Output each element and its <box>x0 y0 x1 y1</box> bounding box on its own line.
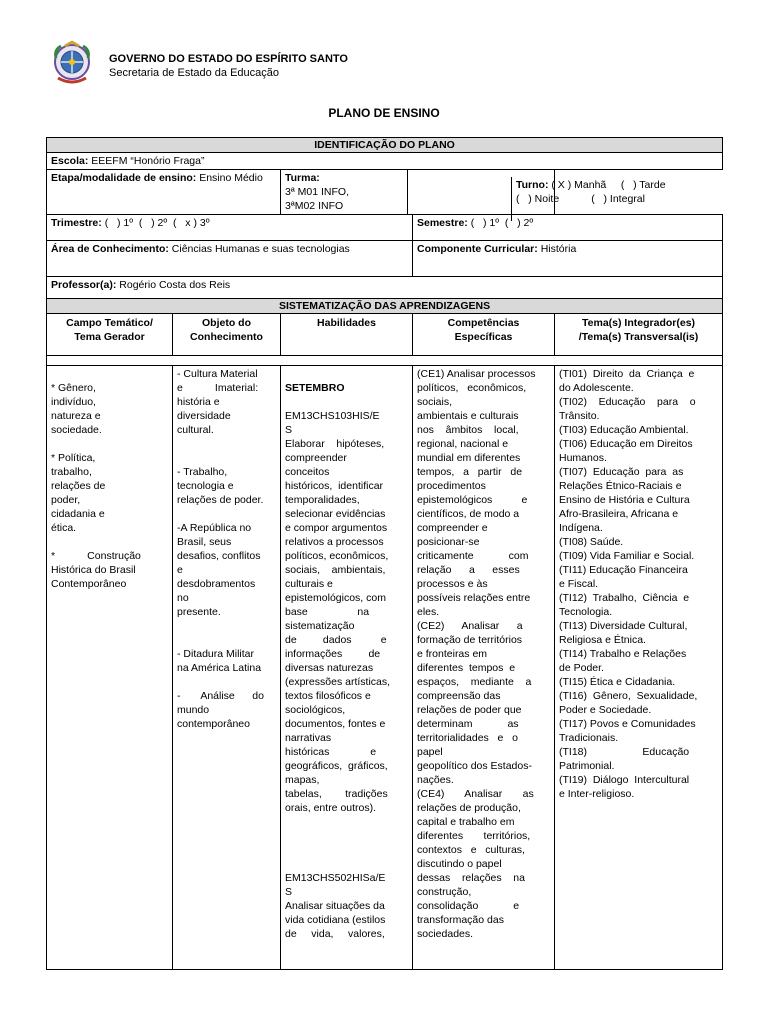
page-title: PLANO DE ENSINO <box>328 106 440 120</box>
habilidades-text: EM13CHS103HIS/E S Elaborar hipóteses, compreender conceitos históricos, identificar temporalidades, selecionar evidências e compor argumentos relativos a processos políticos, econômicos, sociais, ambientais, culturais e epistemológicos, com base na sistematização de dados e informações de diversas naturezas (expressões artísticas, textos filosóficos e sociológicos, documentos, fontes e narrativas históricas e geográficos, gráficos, mapas, tabelas, tradições orais, entre outros). EM13CHS502HISa/E S Analisar situações da vida cotidiana (estilos de vida, valores, <box>285 410 391 940</box>
column-header-objeto: Objeto do Conhecimento <box>173 314 281 356</box>
teacher-row <box>47 277 723 299</box>
semester-label: Semestre: <box>417 217 468 229</box>
habilidades-cell <box>281 366 413 970</box>
trimester-value: ( ) 1º ( ) 2º ( x ) 3º <box>104 217 210 229</box>
objeto-conhecimento-cell: - Cultura Material e Imaterial: história e diversidade cultural. - Trabalho, tecnologia e relações de poder. -A República no Brasil, seus desafios, conflitos e desdobramentos no presente. - Ditadura Militar na América Latina - Análise do mundo contemporâneo <box>173 366 281 970</box>
teacher-value: Rogério Costa dos Reis <box>119 279 231 291</box>
semester-value: ( ) 1º ( ) 2º <box>470 217 534 229</box>
school-value: EEEFM “Honório Fraga” <box>91 155 205 167</box>
stage-value: Ensino Médio <box>199 172 263 184</box>
government-name: GOVERNO DO ESTADO DO ESPÍRITO SANTO <box>109 53 348 65</box>
class-value-2: 3ªM02 INFO <box>285 200 344 212</box>
teacher-label: Professor(a): <box>51 279 117 291</box>
shift-cell <box>511 177 722 221</box>
stage-label: Etapa/modalidade de ensino: <box>51 172 197 184</box>
teaching-plan-table <box>46 137 723 970</box>
coat-of-arms-icon <box>52 40 92 88</box>
component-cell <box>413 241 723 277</box>
competencias-cell: (CE1) Analisar processos políticos, econômicos, sociais, ambientais e culturais nos âmbitos local, regional, nacional e mundial em diferentes tempos, a partir de procedimentos epistemológicos e científicos, de modo a compreender e posicionar-se criticamente com relação a esses processos e às possíveis relações entre eles. (CE2) Analisar a formação de territórios e fronteiras em diferentes tempos e espaços, mediante a compreensão das relações de poder que determinam as territorialidades e o papel geopolítico dos Estados- nações. (CE4) Analisar as relações de produção, capital e trabalho em diferentes territórios, contextos e culturas, discutindo o papel dessas relações na construção, consolidação e transformação das sociedades. <box>413 366 555 970</box>
class-value-1: 3ª M01 INFO, <box>285 186 349 198</box>
identification-section-title: IDENTIFICAÇÃO DO PLANO <box>47 138 723 153</box>
trimester-label: Trimestre: <box>51 217 102 229</box>
shift-label: Turno: <box>516 179 549 191</box>
campo-tematico-cell: * Gênero, indivíduo, natureza e sociedade. * Política, trabalho, relações de poder, cidadania e ética. * Construção Histórica do Brasil Contemporâneo <box>47 366 173 970</box>
component-label: Componente Curricular: <box>417 243 538 255</box>
area-cell <box>47 241 413 277</box>
secretariat-name: Secretaria de Estado da Educação <box>109 67 280 79</box>
area-label: Área de Conhecimento: <box>51 243 169 255</box>
class-label: Turma: <box>285 172 320 184</box>
trimester-cell <box>47 215 413 241</box>
school-label: Escola: <box>51 155 89 167</box>
habilidades-month: SETEMBRO <box>285 382 345 394</box>
column-header-competencias: Competências Específicas <box>413 314 555 356</box>
school-row <box>47 153 723 170</box>
class-cell <box>281 170 408 214</box>
column-header-campo: Campo Temático/ Tema Gerador <box>47 314 173 356</box>
shift-line-1: ( X ) Manhã ( ) Tarde <box>551 179 666 191</box>
stage-cell <box>47 170 281 215</box>
column-header-habilidades: Habilidades <box>281 314 413 356</box>
column-header-temas: Tema(s) Integrador(es) /Tema(s) Transversal(is) <box>555 314 723 356</box>
area-value: Ciências Humanas e suas tecnologias <box>171 243 350 255</box>
systematization-section-title: SISTEMATIZAÇÃO DAS APRENDIZAGENS <box>47 299 723 314</box>
shift-line-2: ( ) Noite ( ) Integral <box>516 193 645 205</box>
temas-cell: (TI01) Direito da Criança e do Adolescente. (TI02) Educação para o Trânsito. (TI03) Educação Ambiental. (TI06) Educação em Direitos Humanos. (TI07) Educação para as Relações Étnico-Raciais e Ensino de História e Cultura Afro-Brasileira, Africana e Indígena. (TI08) Saúde. (TI09) Vida Familiar e Social. (TI11) Educação Financeira e Fiscal. (TI12) Trabalho, Ciência e Tecnologia. (TI13) Diversidade Cultural, Religiosa e Étnica. (TI14) Trabalho e Relações de Poder. (TI15) Ética e Cidadania. (TI16) Gênero, Sexualidade, Poder e Sociedade. (TI17) Povos e Comunidades Tradicionais. (TI18) Educação Patrimonial. (TI19) Diálogo Intercultural e Inter-religioso. <box>555 366 723 970</box>
component-value: História <box>540 243 577 255</box>
